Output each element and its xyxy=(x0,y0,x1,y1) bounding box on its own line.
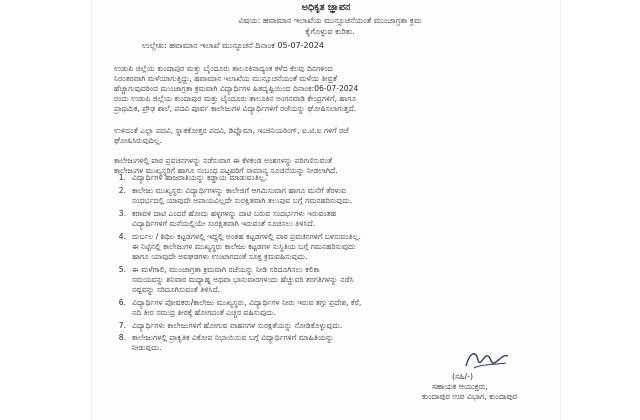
list-item-number: 1. xyxy=(118,173,126,182)
list-item-text: ವಿದ್ಯಾರ್ಥಿಗಳು ಕಾಲೇಜುಗಳಿಗೆ ಹೋಗುವ ವಾಹನಗಳ ಸುರಕ್ಷತೆಯನ್ನು ನೋಡಿಕೊಳ್ಳುವುದು. xyxy=(132,321,343,330)
list-item-text: ದುರ್ಬಲ / ಶಿಥಿಲ ಕಟ್ಟಡಗಳಲ್ಲಿ ಇದ್ದಲ್ಲಿ ಅಂತಹ ಕಟ್ಟಡಗಳಲ್ಲಿ ಪಾಠ ಪ್ರವಚನಗಳಿಗೆ ಬಳಸುವಂತಿಲ್ಲ. ಈ ನಿಟ್ಟಿನಲ್ಲಿ ಕಾಲೇಜುಗಳ ಮುಖ್ಯಸ್ಥರು ಕಾಲೇಜು ಕಟ್ಟಡಗಳ ಸುಸ್ಥಿತಿಯ ಬಗ್ಗೆ ಗಮನಹರಿಸುವುದು ಹಾಗೂ ಯಾವುದೇ ಅವಘಡಗಳು ಉಂಟಾಗದಂತೆ ಸೂಕ್ತ ಕ್ರಮವಹಿಸುವುದು. xyxy=(132,232,361,261)
designation: ಸಹಾಯಕ ಆಯುಕ್ತರು, xyxy=(432,382,488,391)
list-item-text: ಕಾಲೇಜುಗಳಲ್ಲಿ ಪ್ರಾಕೃತಿಕ ವಿಕೋಪ ನಿಭಾಯಿಸುವ ಬಗ್ಗೆ ವಿದ್ಯಾರ್ಥಿಗಳಿಗೆ ಮಾಹಿತಿಯನ್ನು ನೀಡುವುದು. xyxy=(132,333,334,352)
list-item-number: 6. xyxy=(118,298,126,307)
list-item-text: ಕರಾವಳಿ ದಾಟಿ ಎಂದರೆ ಹೋದು ಹಳ್ಳಗಳನ್ನು ದಾಟಿ ಬರುವ ಸಂದರ್ಭಗಳು ಇರುವಂತಹ ವಿದ್ಯಾರ್ಥಿಗಳಿಗೆ ಮನೆಯಲ್ಲಿಯೇ ಸುರಕ್ಷಿತವಾಗಿ ಇರುವಂತೆ ಸೂಚಿಸಲು ತಿಳಿಸಿದೆ. xyxy=(132,209,337,228)
document-page xyxy=(92,0,560,420)
subject-line: ವಿಷಯ: ಹವಾಮಾನ ಇಲಾಖೆಯ ಮುನ್ಸೂಚನೆಯಂತೆ ಮುಂಜಾಗ್ರತಾ ಕ್ರಮ xyxy=(238,16,422,25)
reference-line: ಉಲ್ಲೇಖ: ಹವಾಮಾನ ಇಲಾಖೆ ಮುನ್ಸೂಚನೆ ದಿನಾಂಕ 05-07-2024 xyxy=(142,41,324,50)
signature-name: (ಸಹಿ/-) xyxy=(452,372,474,381)
list-item xyxy=(114,232,542,262)
list-item-text: ಈ ಮಳೆಗಾಲಿ, ಮುಂಜಾಗ್ರತಾ ಕ್ರಮವಾಗಿ ರಜೆಯನ್ನು ನೀಡಿ ಸರಿದೂಗಿಸಲು ಕಲಿಕಾ ಸಮಯವನ್ನು ಶನಿವಾರ ಮಧ್ಯಾಹ್ನ ಅಥವಾ ಭಾನುವಾರಗಳಂದು ಹೆಚ್ಚುವರಿ ತರಗತಿಗಳನ್ನು ನಡೆಸಿ ನಷ್ಟವನ್ನು ಸರಿದೂಗಿಸುವಂತೆ ತಿಳಿಸಿದೆ. xyxy=(132,265,354,294)
list-item-text: ವಿದ್ಯಾರ್ಥಿಗಳ ಹಾಜರಾತಿಯನ್ನು ಕಡ್ಡಾಯ ಮಾಡುವಂತಿಲ್ಲ. xyxy=(132,173,267,182)
subject-block xyxy=(130,15,530,37)
list-item-number: 8. xyxy=(118,333,126,342)
office-name: ಕುಂದಾಪುರ ಉಪ ವಿಭಾಗ, ಕುಂದಾಪುರ xyxy=(422,392,517,401)
list-item-number: 7. xyxy=(118,321,126,330)
paragraph-instructions-intro: ಕಾಲೇಜುಗಳಲ್ಲಿ ಪಾಠ ಪ್ರವಚನಗಳನ್ನು ನಡೆಸುವಾಗ ಈ ಕೆಳಕಂಡ ಅಂಶಗಳನ್ನು ಪರಿಗಣಿಸುವಂತೆ ಕಾಲೇಜುಗಳ ಮುಖ್ಯಸ್ಥರಿಗೆ ಹಾಗೂ ಸಂಬಂಧ ಪಟ್ಟವರಿಗೆ ಸಾಮಾನ್ಯ ಸೂಚನೆಯನ್ನು ನೀಡಲಾಗಿದೆ. xyxy=(114,156,338,175)
list-item-number: 4. xyxy=(118,232,126,241)
paragraph-holiday-notice: ಉಡುಪಿ ಜಿಲ್ಲೆಯ ಕುಂದಾಪುರ ಮತ್ತು ಬೈಂದೂರು ತಾಲೂಕಿನಾದ್ಯಂತ ಕಳೆದ ಕೆಲವು ದಿನಗಳಿಂದ ನಿರಂತರವಾಗಿ ಮಳೆಯಾಗುತ್ತಿದ್ದು, ಹವಾಮಾನ ಇಲಾಖೆಯ ಮುನ್ಸೂಚನೆಯಂತೆ ಮಳೆಯ ತೀವ್ರತೆ ಹೆಚ್ಚಾಗುವುದರಿಂದ ಮುಂಜಾಗ್ರತಾ ಕ್ರಮವಾಗಿ ವಿದ್ಯಾರ್ಥಿಗಳ ಹಿತದೃಷ್ಟಿಯಿಂದ ದಿನಾಂಕ:06-07-2024 ರಂದು ಉಡುಪಿ ಜಿಲ್ಲೆಯ ಕುಂದಾಪುರ ಮತ್ತು ಬೈಂದೂರು ತಾಲೂಕಿನ ಅಂಗನವಾಡಿ ಕೇಂದ್ರಗಳಿಗೆ, ಹಾಗೂ ಪ್ರಾಥಮಿಕ, ಪ್ರೌಢ ಶಾಲೆ, ಪದವಿ ಪೂರ್ವ ಕಾಲೇಜುಗಳ ವಿದ್ಯಾರ್ಥಿಗಳಿಗೆ ರಜೆಯನ್ನು ಘೋಷಿಸಲಾಗುತ್ತದೆ. xyxy=(114,64,359,113)
list-item-number: 2. xyxy=(118,186,126,195)
paragraph-exemptions: ಉಳಿದಂತೆ ಎಲ್ಲಾ ಪದವಿ, ಸ್ನಾತಕೋತ್ತರ ಪದವಿ, ಡಿಪ್ಲೊಮಾ, ಇಂಜಿನಿಯರಿಂಗ್, ಐ.ಟಿ.ಐ ಗಳಿಗೆ ರಜೆ ಘೋಷಿಸಿರುವುದಿಲ್ಲ. xyxy=(114,126,349,145)
list-item-text: ಕಾಲೇಜು ಮುಖ್ಯಸ್ಥರು ವಿದ್ಯಾರ್ಥಿಗಳನ್ನು ಕಾಲೇಜಿಗೆ ಆಗಮಿಸುವಾಗ ಹಾಗೂ ಮನೆಗೆ ತೆರಳುವ ಸಂಧರ್ಭದಲ್ಲಿ ಯಾವುದೇ ಅಪಾಯವಿಲ್ಲದೇ ಸುರಕ್ಷಿತವಾಗಿ ತಲುಪುವ ಬಗ್ಗೆ ಗಮನಹರಿಸುವುದು. xyxy=(132,186,353,205)
list-item-text: ವಿದ್ಯಾರ್ಥಿಗಳ ಪೋಷಕರು/ಕಾಲೇಜು ಮುಖ್ಯಸ್ಥರು, ವಿದ್ಯಾರ್ಥಿಗಳ ನೀರು ಇರುವ ತಗ್ಗು ಪ್ರದೇಶ, ಕೆರೆ, ನದಿ ತೀರ ಸಮುದ್ರ ತೀರಕ್ಕೆ ಹೋಗದಂತೆ ಎಚ್ಚರ ವಹಿಸುವುದು. xyxy=(132,298,362,317)
document-title: ಅಧಿಕೃತ ಜ್ಞಾಪನ xyxy=(301,2,351,13)
list-item-number: 5. xyxy=(118,265,126,274)
list-item xyxy=(114,265,542,295)
subject-line: ಕೈಗೊಳ್ಳುವ ಕುರಿತು. xyxy=(305,27,355,36)
list-item-number: 3. xyxy=(118,209,126,218)
signature-block xyxy=(422,372,562,402)
signature-image xyxy=(462,346,512,372)
